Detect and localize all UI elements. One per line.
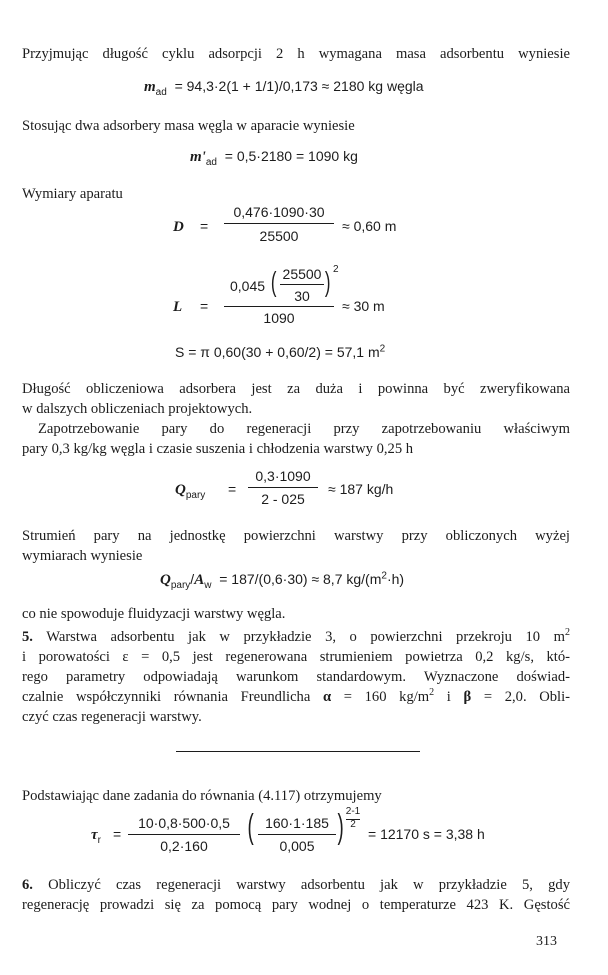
section-divider bbox=[176, 751, 420, 752]
equation-D-result: ≈ 0,60 m bbox=[342, 218, 397, 234]
equation-D-denominator: 25500 bbox=[259, 228, 299, 244]
problem-6-text-a: Obliczyć czas regeneracji warstwy adsorbentu jak w przykładzie 5, gdy bbox=[48, 877, 570, 893]
equation-Q-lhs bbox=[175, 481, 205, 499]
paragraph-two-adsorbers: Stosując dwa adsorbery masa węgla w aparacie wyniesie bbox=[22, 118, 355, 134]
equation-L-left-paren: ( bbox=[270, 266, 277, 297]
problem-5-text-d-mid: = 160 kg/m bbox=[343, 689, 430, 705]
equation-mass-per-adsorber bbox=[190, 148, 358, 166]
equation-surface bbox=[175, 344, 385, 360]
problem-5-text-d-pre: czalnie współczynniki równania Freundlicha bbox=[22, 689, 311, 705]
symbol-m-subscript: ad bbox=[155, 86, 167, 98]
equation-tau-result: = 12170 s = 3,38 h bbox=[368, 826, 485, 842]
problem-5-line-1 bbox=[22, 628, 570, 646]
symbol-A: A bbox=[194, 572, 205, 588]
symbol-Q-subscript: pary bbox=[185, 489, 206, 501]
paragraph-no-fluidization: co nie spowoduje fluidyzacji warstwy węgla. bbox=[22, 606, 286, 622]
problem-5-text-a: Warstwa adsorbentu jak w przykładzie 3, o powierzchni przekroju 10 m bbox=[46, 629, 565, 645]
equation-tau-numerator-2: 160·1·185 bbox=[265, 815, 329, 831]
symbol-beta: β bbox=[463, 689, 472, 705]
paragraph-length-verification: Długość obliczeniowa adsorbera jest za duża i powinna być zweryfikowana bbox=[22, 381, 570, 397]
paragraph-steam-flux: Strumień pary na jednostkę powierzchni warstwy przy obliczonych wyżej bbox=[22, 528, 570, 544]
problem-5-exponent-d: 2 bbox=[429, 687, 435, 699]
paragraph-substitution: Podstawiając dane zadania do równania (4.117) otrzymujemy bbox=[22, 788, 382, 804]
equation-tau-bar-1 bbox=[128, 834, 240, 835]
equation-Q-fraction-bar bbox=[248, 487, 318, 488]
paragraph-adsorption-cycle: Przyjmując długość cyklu adsorpcji 2 h wymagana masa adsorbentu wyniesie bbox=[22, 46, 570, 62]
equation-tau-denominator-1: 0,2·160 bbox=[160, 838, 208, 854]
problem-5-line-5: czyć czas regeneracji warstwy. bbox=[22, 709, 202, 725]
equation-flux bbox=[160, 571, 404, 589]
symbol-Q: Q bbox=[175, 482, 186, 498]
symbol-Q-flux: Q bbox=[160, 572, 171, 588]
equation-Q-denominator: 2 - 025 bbox=[261, 491, 305, 507]
page-number: 313 bbox=[536, 934, 557, 949]
paragraph-length-verification-cont: w dalszych obliczeniach projektowych. bbox=[22, 401, 253, 417]
symbol-alpha: α bbox=[322, 689, 332, 705]
equation-flux-body: = 187/(0,6·30) ≈ 8,7 kg/(m bbox=[219, 571, 382, 587]
problem-6-line-2: regenerację prowadzi się za pomocą pary wodnej o temperaturze 423 K. Gęstość bbox=[22, 897, 570, 913]
equation-tau-denominator-2: 0,005 bbox=[279, 838, 315, 854]
symbol-m: m bbox=[144, 79, 156, 95]
equation-D-equals: = bbox=[200, 218, 209, 234]
symbol-A-subscript: w bbox=[204, 579, 212, 591]
equation-L-exponent: 2 bbox=[333, 264, 339, 275]
problem-6-number: 6. bbox=[22, 877, 33, 893]
equation-Q-numerator: 0,3·1090 bbox=[255, 468, 311, 484]
equation-Q-equals: = bbox=[228, 481, 237, 497]
equation-surface-body: S = π 0,60(30 + 0,60/2) = 57,1 m bbox=[175, 344, 380, 360]
symbol-m-prime-subscript: ad bbox=[205, 156, 217, 168]
problem-5-line-2: i porowatości ε = 0,5 jest regenerowana strumieniem powietrza 0,2 kg/s, któ- bbox=[22, 649, 570, 665]
symbol-Q-flux-subscript: pary bbox=[170, 579, 191, 591]
equation-L-denominator: 1090 bbox=[263, 310, 295, 326]
paragraph-steam-flux-cont: wymiarach wyniesie bbox=[22, 548, 143, 564]
paragraph-apparatus-dimensions: Wymiary aparatu bbox=[22, 186, 123, 202]
equation-flux-exponent: 2 bbox=[381, 570, 387, 582]
equation-L-right-paren: ) bbox=[324, 266, 331, 297]
problem-6-line-1 bbox=[22, 876, 570, 894]
equation-tau-lhs bbox=[91, 826, 101, 844]
symbol-tau: τ bbox=[91, 827, 98, 843]
equation-D-fraction-bar bbox=[224, 223, 334, 224]
equation-tau-right-paren: ) bbox=[337, 808, 344, 846]
symbol-m-prime: m' bbox=[190, 149, 206, 165]
equation-adsorbent-mass bbox=[144, 78, 424, 96]
equation-surface-exponent: 2 bbox=[379, 343, 386, 355]
equation-tau-exponent-numerator: 2-1 bbox=[345, 806, 361, 817]
equation-L-result: ≈ 30 m bbox=[342, 298, 385, 314]
equation-L-fraction-bar bbox=[224, 306, 334, 307]
symbol-tau-subscript: r bbox=[97, 834, 102, 846]
problem-5-line-4 bbox=[22, 688, 570, 706]
problem-5-line-3: rego parametry odpowiadają warunkom standardowym. Wyznaczone doświad- bbox=[22, 669, 570, 685]
equation-tau-left-paren: ( bbox=[247, 808, 254, 846]
symbol-slash: / bbox=[190, 571, 195, 587]
paragraph-steam-demand-cont: pary 0,3 kg/kg węgla i czasie suszenia i chłodzenia warstwy 0,25 h bbox=[22, 441, 414, 457]
equation-L-inner-bar bbox=[280, 284, 324, 285]
equation-tau-equals: = bbox=[113, 826, 122, 842]
problem-5-text-d-post: = 2,0. Obli- bbox=[483, 689, 571, 705]
equation-L-equals: = bbox=[200, 298, 209, 314]
equation-L-lhs bbox=[173, 298, 182, 316]
equation-L-inner-denominator: 30 bbox=[294, 288, 310, 304]
equation-tau-bar-2 bbox=[258, 834, 336, 835]
equation-tau-numerator-1: 10·0,8·500·0,5 bbox=[138, 815, 230, 831]
problem-5-exponent-a: 2 bbox=[565, 627, 570, 639]
equation-tau-exponent-denominator: 2 bbox=[350, 819, 356, 830]
equation-D-numerator: 0,476·1090·30 bbox=[233, 204, 325, 220]
equation-Q-result: ≈ 187 kg/h bbox=[328, 481, 394, 497]
equation-L-coefficient: 0,045 bbox=[230, 278, 266, 294]
symbol-L: L bbox=[173, 299, 183, 315]
problem-5-number: 5. bbox=[22, 629, 33, 645]
equation-D-lhs bbox=[173, 218, 184, 236]
equation-flux-tail: ·h) bbox=[386, 571, 405, 587]
equation-adsorbent-mass-body: = 94,3·2(1 + 1/1)/0,173 ≈ 2180 kg węgla bbox=[174, 78, 424, 94]
equation-L-inner-numerator: 25500 bbox=[282, 266, 322, 282]
problem-5-text-d-i: i bbox=[446, 689, 451, 705]
paragraph-steam-demand: Zapotrzebowanie pary do regeneracji przy zapotrzebowaniu właściwym bbox=[38, 421, 570, 437]
equation-mass-per-adsorber-body: = 0,5·2180 = 1090 kg bbox=[224, 148, 358, 164]
symbol-D: D bbox=[173, 219, 184, 235]
